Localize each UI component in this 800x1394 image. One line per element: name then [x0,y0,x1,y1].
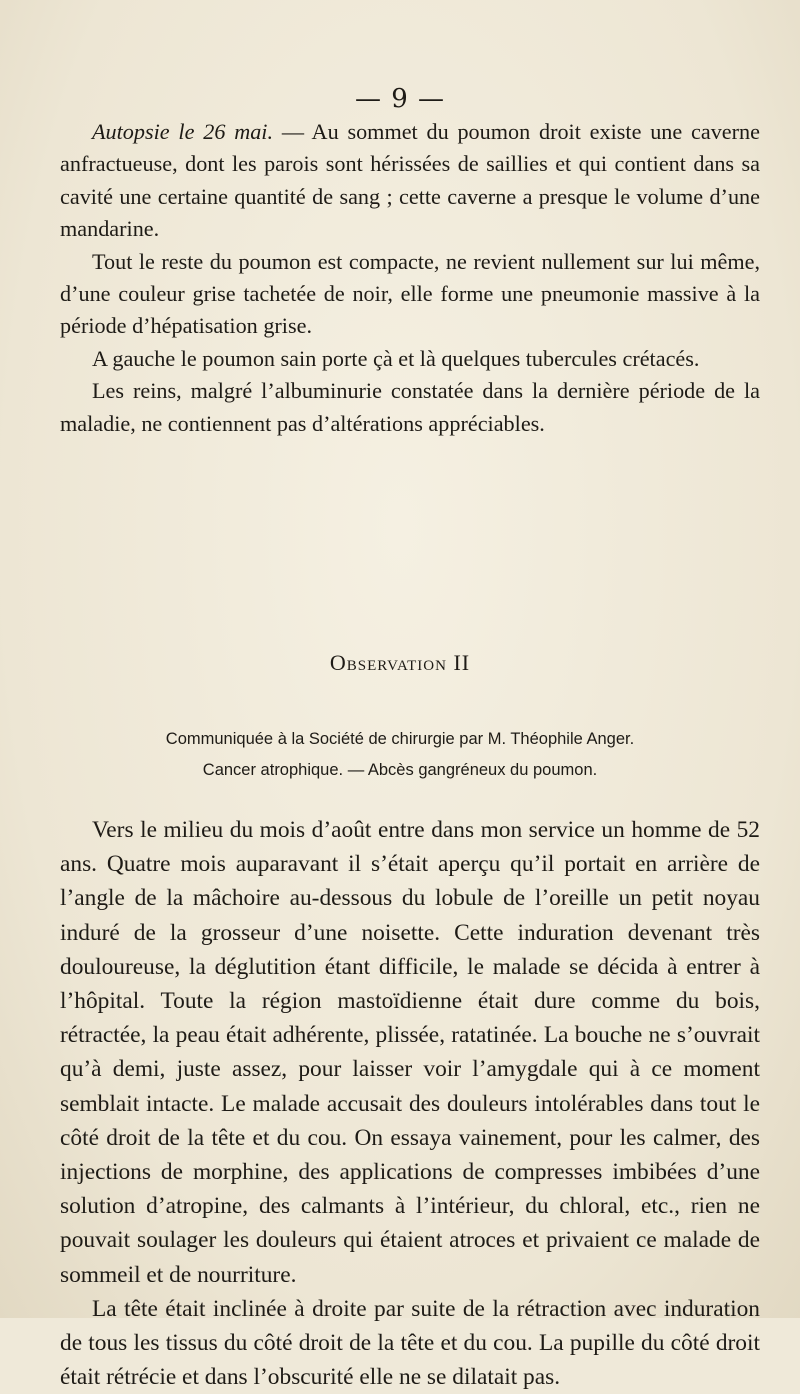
communicated-line: Communiquée à la Société de chirurgie par M. Théophile Anger. [165,730,635,748]
observation-paragraph-1: Vers le milieu du mois d’août entre dans mon service un homme de 52 ans. Quatre mois auparavant il s’était aperçu qu’il portait en arrière de l’angle de la mâchoire au-dessous du lobule de l’oreille un petit noyau induré de la grosseur d’une noisette. Cette induration devenant très douloureuse, la déglutition étant difficile, le malade se décida à entrer à l’hôpital. Toute la région mastoïdienne était dure comme du bois, rétractée, la peau était adhérente, plissée, ratatinée. La bouche ne s’ouvrait qu’à demi, juste assez, pour laisser voir l’amygdale qui à ce moment semblait intacte. Le malade accusait des douleurs intolérables dans tout le côté droit de la tête et du cou. On essaya vainement, pour les calmer, des injections de morphine, des applications de compresses imbibées d’une solution d’atropine, des calmants à l’intérieur, du chloral, etc., rien ne pouvait soulager les douleurs qui étaient atroces et privaient ce malade de sommeil et de nourriture. [60,817,760,1288]
autopsy-paragraph-1 [60,116,760,246]
observation-paragraph-2: La tête était inclinée à droite par suite de la rétraction avec induration de tous les tissus du côté droit de la tête et du cou. La pupille du côté droit était rétrécie et dans l’obscurité elle ne se dilatait pas. [60,1295,760,1391]
autopsy-paragraph-3: A gauche le poumon sain porte çà et là quelques tubercules crétacés. [92,345,700,371]
autopsy-text-1: — Au sommet du poumon droit existe une caverne anfractueuse, dont les parois sont hérissées de saillies et qui contient dans sa cavité une certaine quantité de sang ; cette caverne a presque le volume d’une mandarine. [60,119,760,242]
autopsy-paragraph-2: Tout le reste du poumon est compacte, ne revient nullement sur lui même, d’une couleur grise tachetée de noir, elle forme une pneumonie massive à la période d’hépatisation grise. [60,248,760,339]
observation-heading: Observation II [329,650,471,675]
case-subtitle: Cancer atrophique. — Abcès gangréneux du poumon. [202,761,598,779]
autopsy-section [60,116,760,440]
autopsy-lead: Autopsie le 26 mai. [92,119,274,144]
autopsy-paragraph-4: Les reins, malgré l’albuminurie constatée dans la dernière période de la maladie, ne contiennent pas d’altérations appréciables. [60,378,760,436]
observation-body [60,813,760,1394]
page-number: — 9 — [354,84,446,114]
